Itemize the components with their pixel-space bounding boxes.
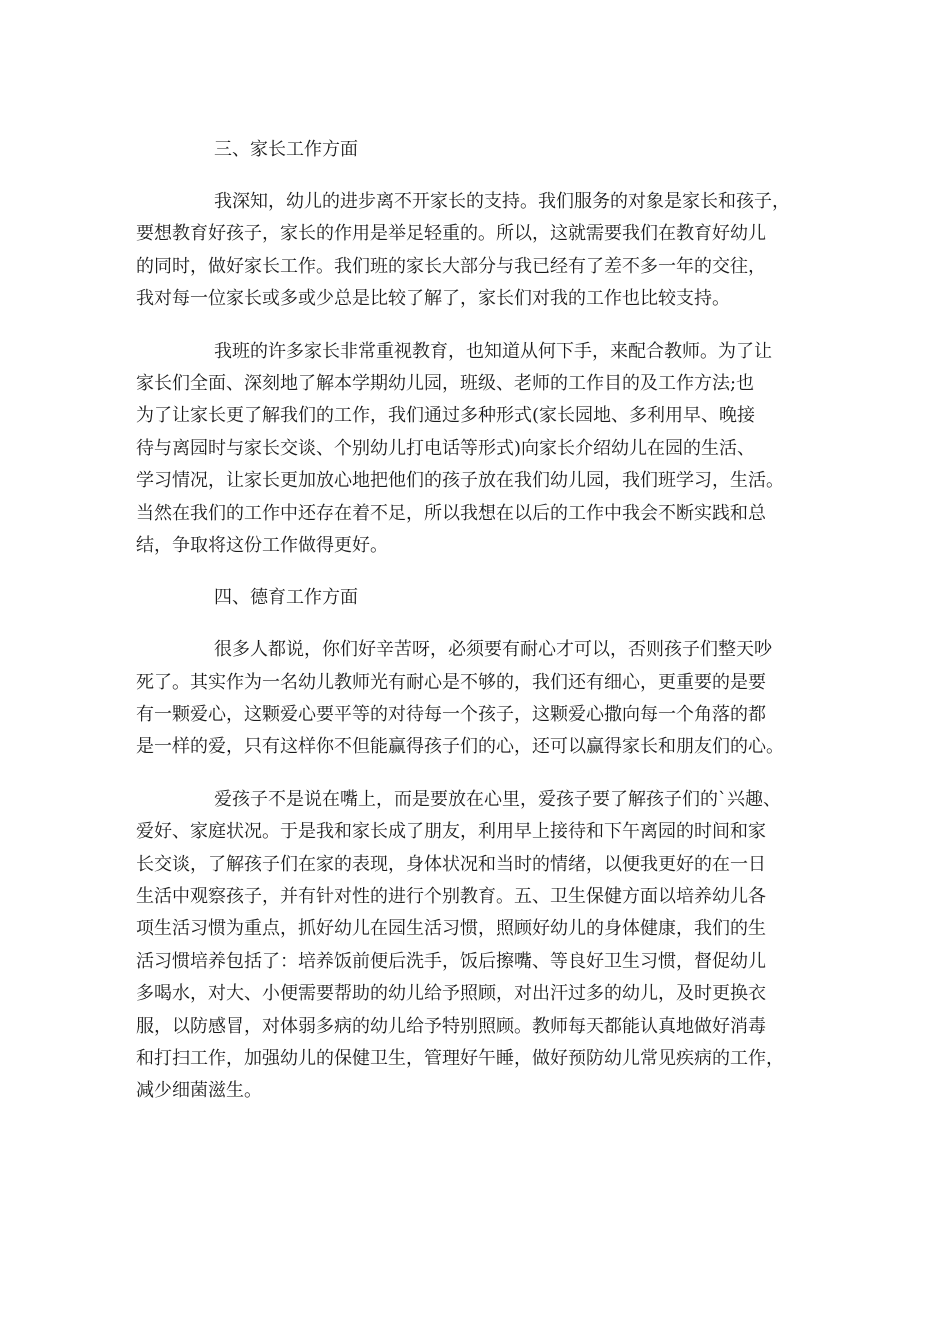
paragraph-patience-love: [136, 634, 820, 764]
paragraph-parent-support: [136, 186, 820, 316]
text-line: 和打扫工作，加强幼儿的保健卫生，管理好午睡，做好预防幼儿常见疾病的工作，: [136, 1047, 784, 1069]
text-line: 我深知，幼儿的进步离不开家长的支持。我们服务的对象是家长和孩子，: [214, 191, 790, 212]
text-line: 长交谈，了解孩子们在家的表现，身体状况和当时的情绪，以便我更好的在一日: [136, 853, 766, 875]
paragraph-parent-communication: [136, 336, 820, 563]
text-line: 有一颗爱心，这颗爱心要平等的对待每一个孩子，这颗爱心撒向每一个角落的都: [136, 704, 766, 726]
section-heading-moral-education: 四、德育工作方面: [214, 587, 358, 609]
text-line: 为了让家长更了解我们的工作，我们通过多种形式(家长园地、多利用早、晚接: [136, 405, 756, 427]
section-heading-parent-work: 三、家长工作方面: [214, 139, 358, 160]
text-line: 项生活习惯为重点，抓好幼儿在园生活习惯，照顾好幼儿的身体健康，我们的生: [136, 918, 766, 940]
text-line: 服，以防感冒，对体弱多病的幼儿给予特别照顾。教师每天都能认真地做好消毒: [136, 1015, 766, 1037]
text-line: 活习惯培养包括了：培养饭前便后洗手，饭后擦嘴、等良好卫生习惯，督促幼儿: [136, 950, 766, 972]
text-line: 待与离园时与家长交谈、个别幼儿打电话等形式)向家长介绍幼儿在园的生活、: [136, 437, 756, 459]
text-line: 爱孩子不是说在嘴上，而是要放在心里，爱孩子要了解孩子们的`兴趣、: [214, 788, 781, 810]
text-line: 我对每一位家长或多或少总是比较了解了，家长们对我的工作也比较支持。: [136, 288, 730, 310]
text-line: 当然在我们的工作中还存在着不足，所以我想在以后的工作中我会不断实践和总: [136, 502, 766, 524]
text-line: 减少细菌滋生。: [136, 1080, 262, 1102]
paragraph-care-hygiene: [136, 784, 820, 1108]
text-line: 我班的许多家长非常重视教育，也知道从何下手，来配合教师。为了让: [214, 340, 772, 362]
text-line: 家长们全面、深刻地了解本学期幼儿园，班级、老师的工作目的及工作方法;也: [136, 372, 755, 394]
text-line: 爱好、家庭状况。于是我和家长成了朋友，利用早上接待和下午离园的时间和家: [136, 821, 766, 843]
text-line: 很多人都说，你们好辛苦呀，必须要有耐心才可以，否则孩子们整天吵: [214, 639, 772, 661]
text-line: 结，争取将这份工作做得更好。: [136, 534, 388, 556]
text-line: 死了。其实作为一名幼儿教师光有耐心是不够的，我们还有细心，更重要的是要: [136, 671, 766, 693]
text-line: 生活中观察孩子，并有针对性的进行个别教育。五、卫生保健方面以培养幼儿各: [136, 886, 766, 908]
document-body: [136, 134, 820, 1128]
text-line: 要想教育好孩子，家长的作用是举足轻重的。所以，这就需要我们在教育好幼儿: [136, 223, 766, 245]
text-line: 的同时，做好家长工作。我们班的家长大部分与我已经有了差不多一年的交往，: [136, 255, 766, 277]
text-line: 是一样的爱，只有这样你不但能赢得孩子们的心，还可以赢得家长和朋友们的心。: [136, 736, 784, 758]
text-line: 学习情况，让家长更加放心地把他们的孩子放在我们幼儿园，我们班学习，生活。: [136, 470, 784, 492]
text-line: 多喝水，对大、小便需要帮助的幼儿给予照顾，对出汗过多的幼儿，及时更换衣: [136, 983, 766, 1005]
